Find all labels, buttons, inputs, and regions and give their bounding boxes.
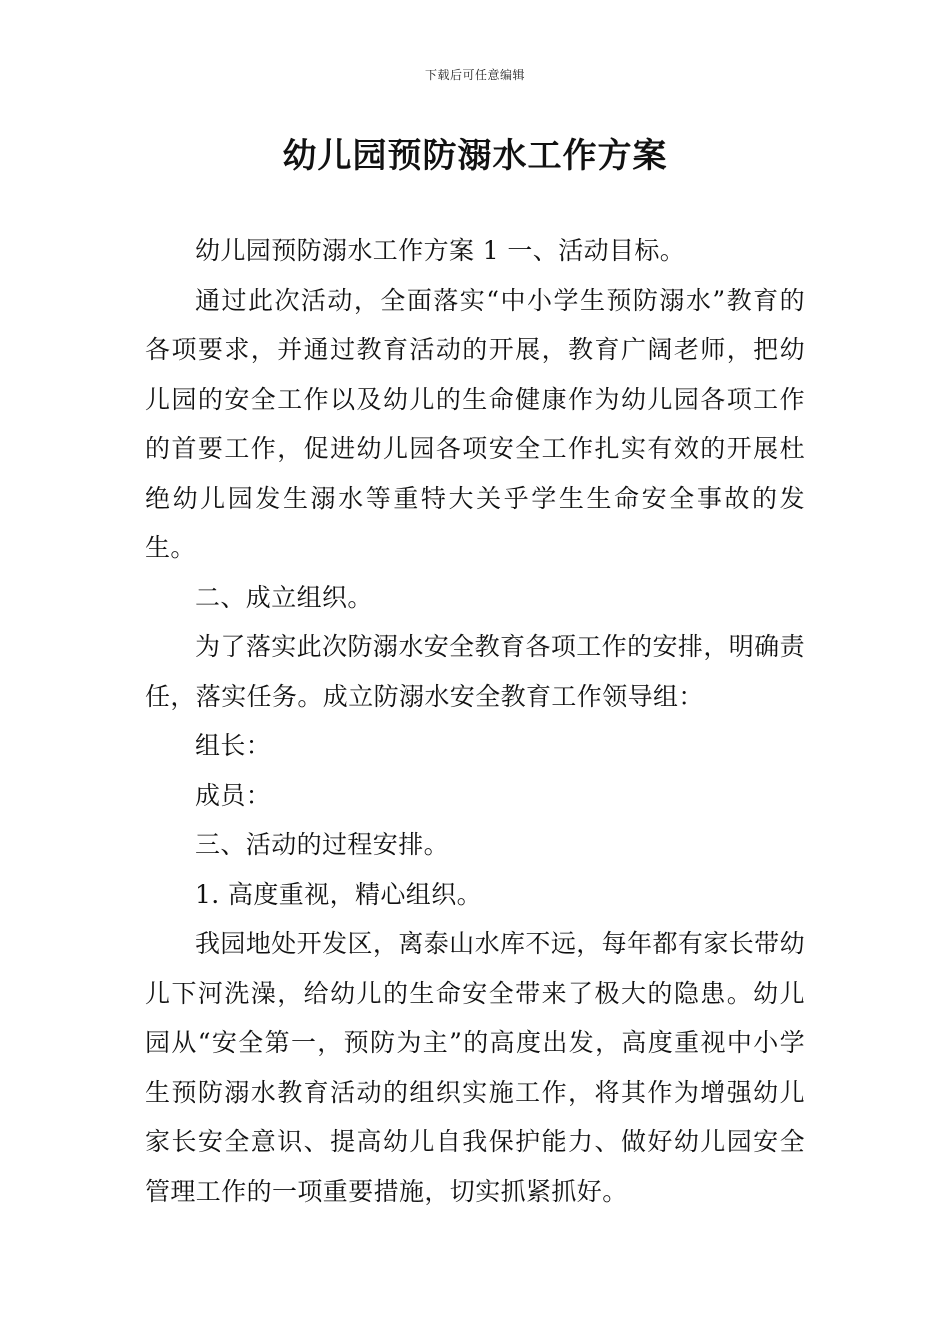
document-body: [145, 226, 805, 1216]
group-leader-line: 组长：: [195, 731, 272, 760]
document-title: 幼儿园预防溺水工作方案: [282, 136, 668, 176]
paragraph-intro: 幼儿园预防溺水工作方案 1 一、活动目标。: [195, 236, 686, 265]
group-members-line: 成员：: [195, 780, 272, 810]
section-heading-process: 三、活动的过程安排。: [195, 830, 450, 859]
subheading-attention: 1. 高度重视，精心组织。: [195, 879, 483, 909]
header-note: 下载后可任意编辑: [424, 68, 525, 82]
paragraph-goal: 通过此次活动，全面落实“中小学生预防溺水”教育的各项要求，并通过教育活动的开展，教育广阔老师，把幼儿园的安全工作以及幼儿的生命健康作为幼儿园各项工作的首要工作，促进幼儿园各项安全工作扎实有效的开展杜绝幼儿园发生溺水等重特大关乎学生生命安全事故的发生。: [145, 285, 805, 562]
paragraph-attention: 我园地处开发区，离泰山水库不远，每年都有家长带幼儿下河洗澡，给幼儿的生命安全带来了极大的隐患。幼儿园从“安全第一，预防为主”的高度出发，高度重视中小学生预防溺水教育活动的组织实施工作，将其作为增强幼儿家长安全意识、提高幼儿自我保护能力、做好幼儿园安全管理工作的一项重要措施，切实抓紧抓好。: [145, 929, 805, 1206]
paragraph-organization: 为了落实此次防溺水安全教育各项工作的安排，明确责任，落实任务。成立防溺水安全教育工作领导组：: [145, 632, 805, 711]
section-heading-organization: 二、成立组织。: [195, 582, 373, 612]
